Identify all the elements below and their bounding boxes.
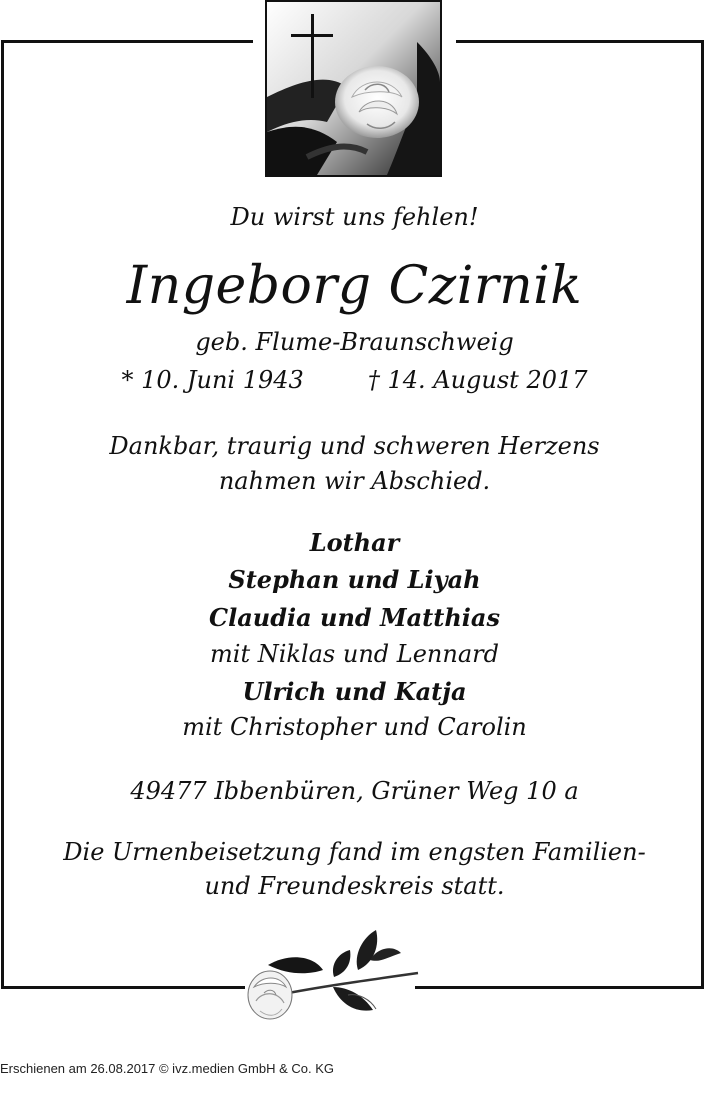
burial-note-line-1: Die Urnenbeisetzung fand im engsten Familien- [63, 838, 646, 866]
motto: Du wirst uns fehlen! [230, 203, 479, 231]
birth-name: geb. Flume-Braunschweig [195, 328, 514, 356]
cross-and-rose-photo [265, 0, 442, 177]
life-dates [0, 366, 709, 394]
mourner-name: Ulrich und Katja [242, 677, 467, 706]
deceased-name: Ingeborg Czirnik [126, 256, 583, 316]
rose-icon [238, 925, 428, 1030]
mourner-name: Claudia und Matthias [209, 603, 500, 632]
mourner-children: mit Christopher und Carolin [182, 713, 527, 741]
thanks-line-1: Dankbar, traurig und schweren Herzens [109, 432, 600, 460]
mourner-name: Stephan und Liyah [228, 565, 481, 594]
birth-date: * 10. Juni 1943 [121, 366, 304, 394]
publication-credit: Erschienen am 26.08.2017 © ivz.medien GmbH & Co. KG [0, 1061, 335, 1076]
mourner-children: mit Niklas und Lennard [210, 640, 499, 668]
burial-note-line-2: und Freundeskreis statt. [204, 872, 505, 900]
family-address: 49477 Ibbenbüren, Grüner Weg 10 a [130, 777, 579, 805]
death-date: † 14. August 2017 [367, 366, 588, 394]
mourner-name: Lothar [309, 528, 400, 557]
thanks-line-2: nahmen wir Abschied. [218, 467, 491, 495]
